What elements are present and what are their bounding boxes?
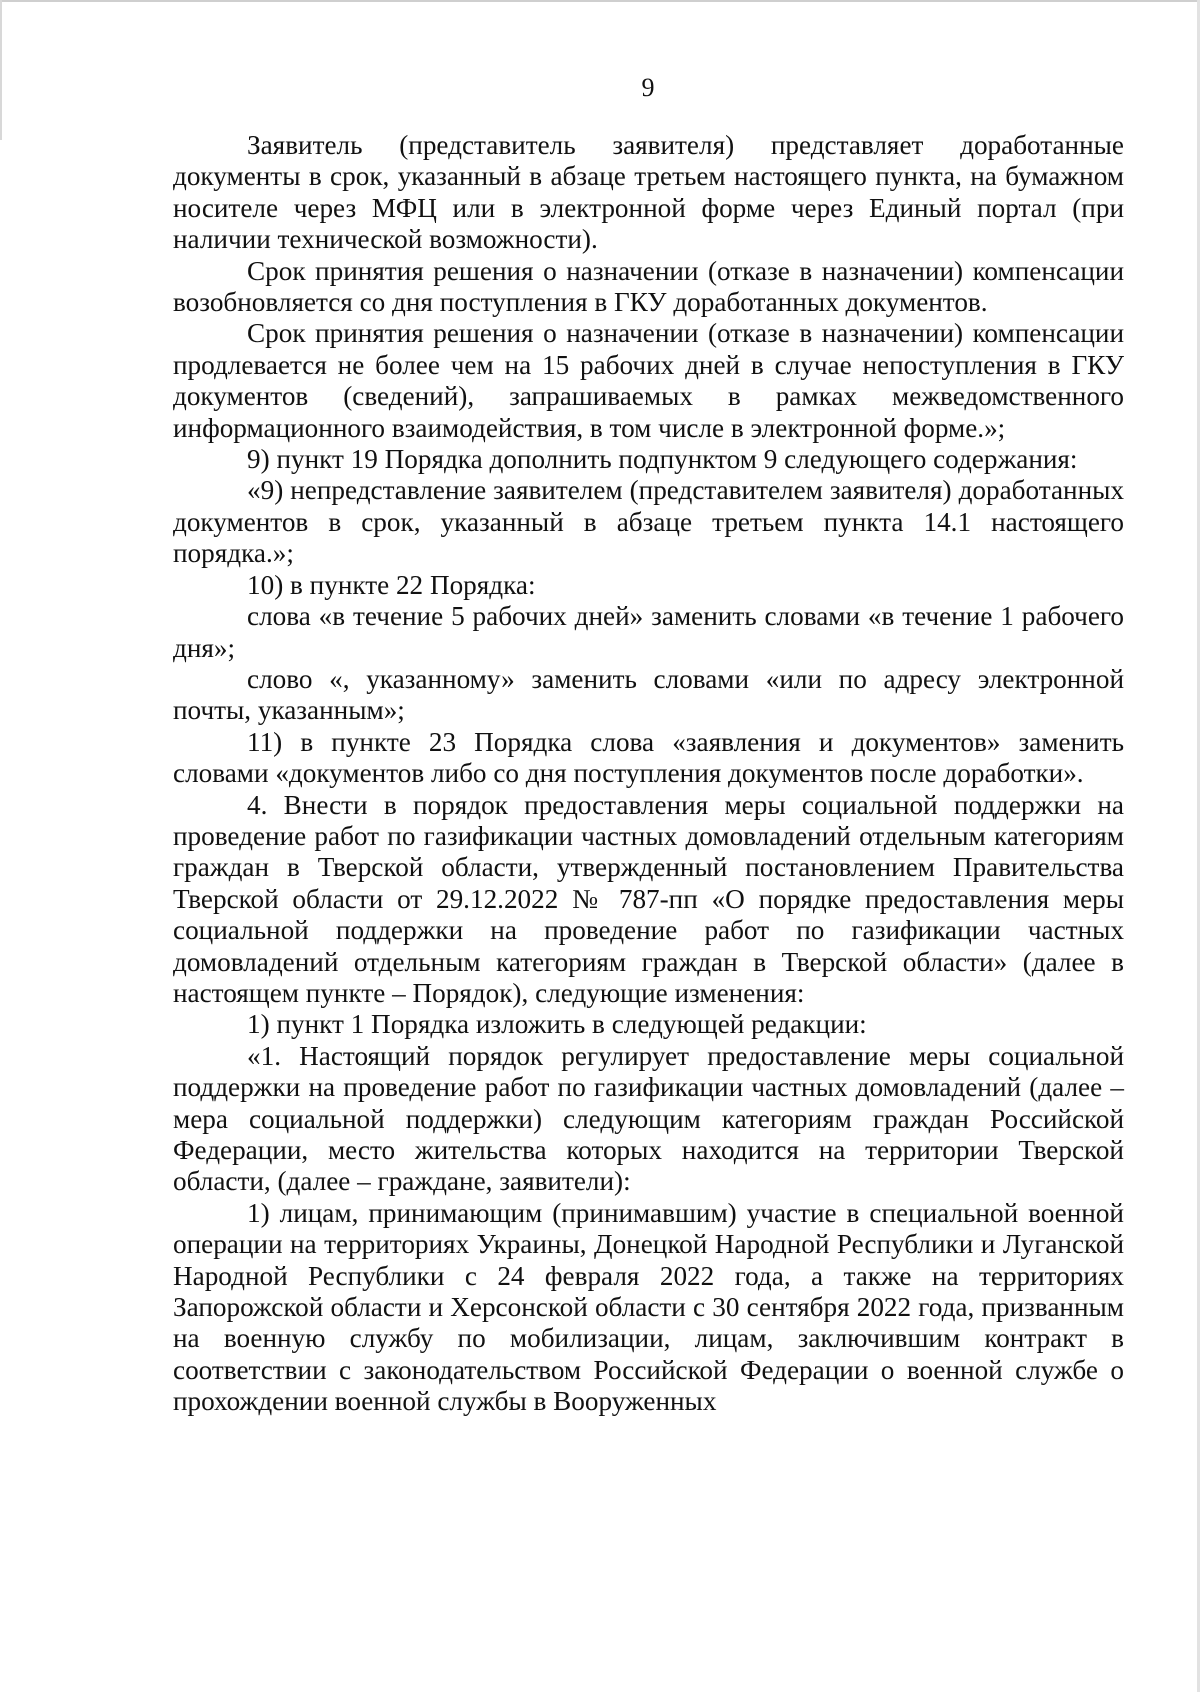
paragraph: «1. Настоящий порядок регулирует предоставление меры социальной поддержки на проведение работ по газификации частных домовладений (далее – мера социальной поддержки) следующим категориям граждан Российской Федерации, место жительства которых находится на территории Тверской области, (далее – граждане, заявители): <box>173 1040 1124 1197</box>
paragraph: слово «, указанному» заменить словами «или по адресу электронной почты, указанным»; <box>173 663 1124 726</box>
paragraph: Срок принятия решения о назначении (отказе в назначении) компенсации продлевается не более чем на 15 рабочих дней в случае непоступления в ГКУ документов (сведений), запрашиваемых в рамках межведомственного информационного взаимодействия, в том числе в электронной форме.»; <box>173 318 1124 443</box>
paragraph: «9) непредставление заявителем (представителем заявителя) доработанных документов в срок, указанный в абзаце третьем пункта 14.1 настоящего порядка.»; <box>173 475 1124 569</box>
document-body <box>173 130 1124 1418</box>
paragraph: 9) пункт 19 Порядка дополнить подпунктом 9 следующего содержания: <box>247 444 1078 475</box>
paragraph: слова «в течение 5 рабочих дней» заменить словами «в течение 1 рабочего дня»; <box>173 601 1124 663</box>
paragraph: 1) пункт 1 Порядка изложить в следующей редакции: <box>247 1009 867 1040</box>
scan-edge-top <box>0 0 1200 2</box>
paragraph: Срок принятия решения о назначении (отказе в назначении) компенсации возобновляется со дня поступления в ГКУ доработанных документов. <box>173 255 1124 318</box>
paragraph: 4. Внести в порядок предоставления меры социальной поддержки на проведение работ по газификации частных домовладений отдельным категориям граждан в Тверской области, утвержденный постановлением Правительства Тверской области от 29.12.2022 № 787-пп «О порядке предоставления меры социальной поддержки на проведение работ по газификации частных домовладений отдельным категориям граждан в Тверской области» (далее в настоящем пункте – Порядок), следующие изменения: <box>173 789 1124 1008</box>
scan-edge-left <box>0 0 2 140</box>
paragraph: Заявитель (представитель заявителя) представляет доработанные документы в срок, указанный в абзаце третьем настоящего пункта, на бумажном носителе через МФЦ или в электронной форме через Единый портал (при наличии технической возможности). <box>173 130 1124 255</box>
paragraph: 11) в пункте 23 Порядка слова «заявления и документов» заменить словами «документов либо со дня поступления документов после доработки». <box>173 726 1124 789</box>
page-number: 9 <box>641 73 655 102</box>
paragraph: 1) лицам, принимающим (принимавшим) участие в специальной военной операции на территориях Украины, Донецкой Народной Республики и Луганской Народной Республики с 24 февраля 2022 года, а также на территориях Запорожской области и Херсонской области с 30 сентября 2022 года, призванным на военную службу по мобилизации, лицам, заключившим контракт в соответствии с законодательством Российской Федерации о военной службе о прохождении военной службы в Вооруженных <box>173 1197 1124 1417</box>
paragraph: 10) в пункте 22 Порядка: <box>247 569 536 600</box>
